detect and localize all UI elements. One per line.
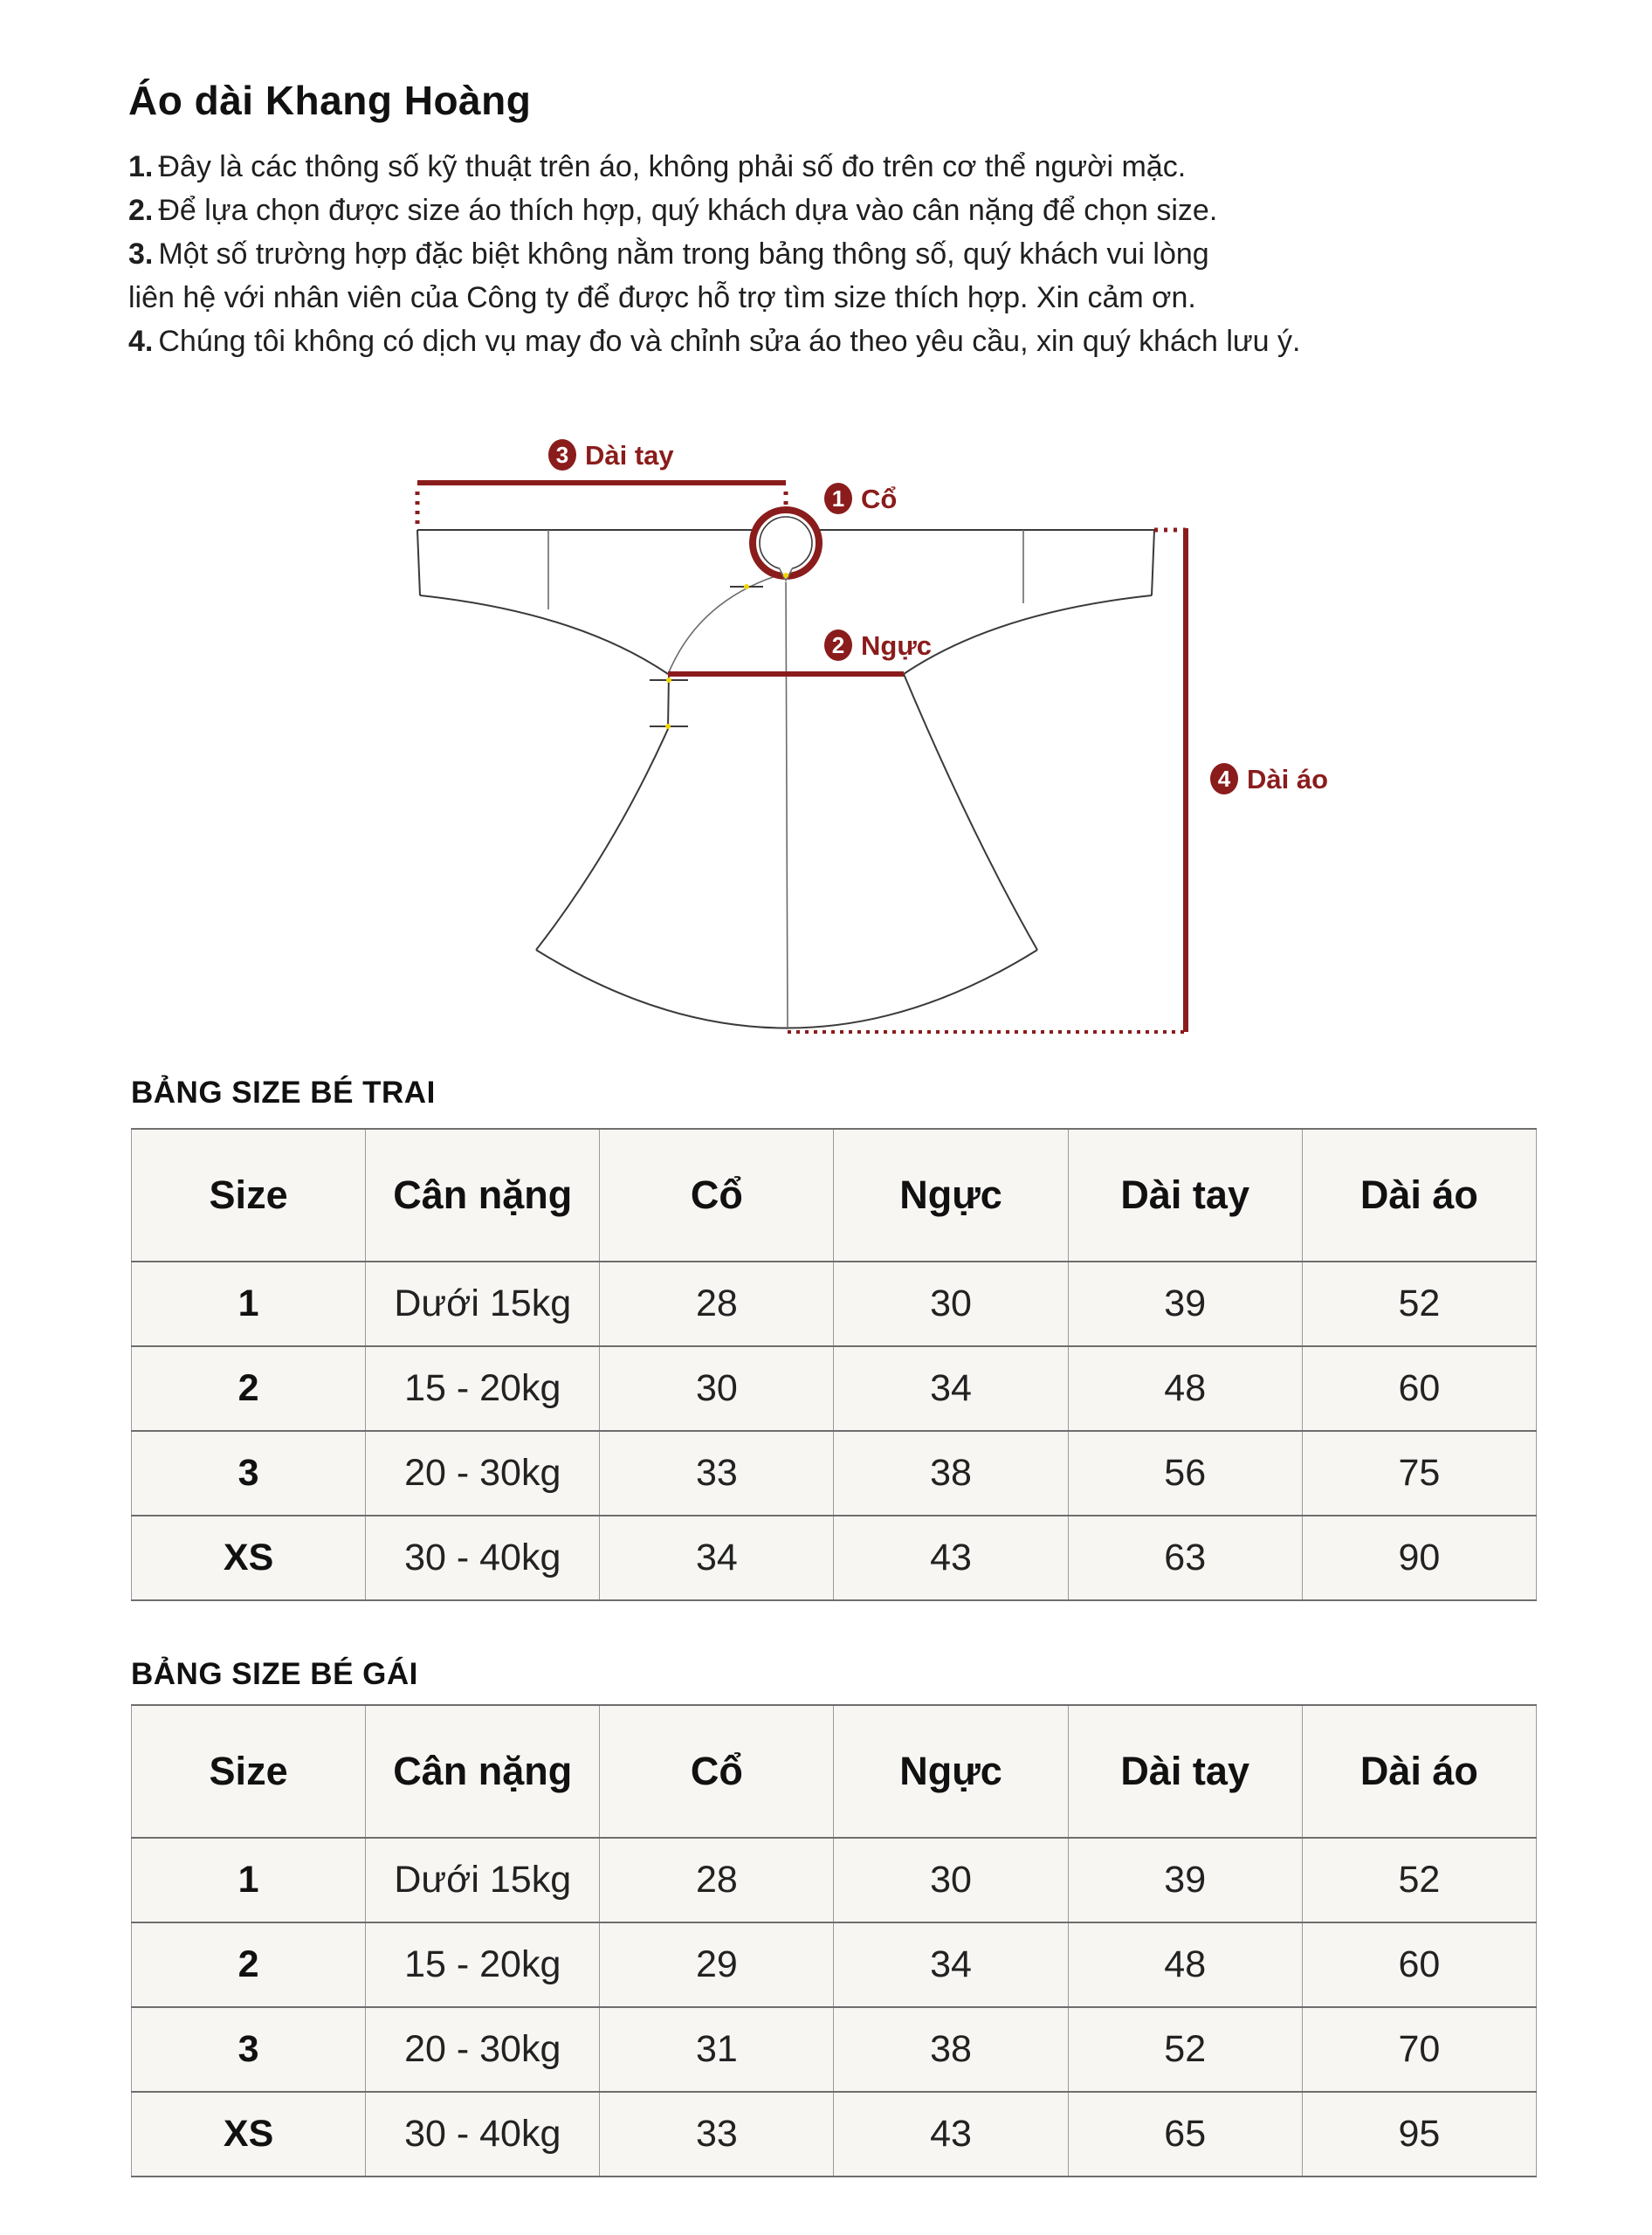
cell-chest: 38 <box>834 1431 1068 1516</box>
cell-weight: Dưới 15kg <box>366 1838 600 1922</box>
cell-chest: 30 <box>834 1262 1068 1346</box>
cell-length: 70 <box>1302 2007 1536 2092</box>
note-number: 2. <box>128 194 154 227</box>
cell-neck: 33 <box>600 1431 834 1516</box>
note-number: 4. <box>128 325 154 358</box>
cell-size: 1 <box>132 1262 366 1346</box>
cell-neck: 30 <box>600 1346 834 1431</box>
badge-number: 2 <box>831 632 845 658</box>
cell-length: 60 <box>1302 1346 1536 1431</box>
sleeve-length-measure <box>417 439 786 528</box>
cell-chest: 38 <box>834 2007 1068 2092</box>
table-row <box>132 1922 1537 2007</box>
cell-neck: 33 <box>600 2092 834 2177</box>
cell-size: 2 <box>132 1922 366 2007</box>
note-line-4 <box>128 276 1560 320</box>
cell-weight: Dưới 15kg <box>366 1262 600 1346</box>
marker-dot <box>666 677 671 683</box>
cell-weight: 15 - 20kg <box>366 1922 600 2007</box>
note-number: 1. <box>128 150 154 183</box>
cell-size: 3 <box>132 1431 366 1516</box>
chest-label: Ngực <box>861 630 933 661</box>
boys-table-title: BẢNG SIZE BÉ TRAI <box>131 1076 436 1110</box>
cell-chest: 34 <box>834 1922 1068 2007</box>
cell-chest: 34 <box>834 1346 1068 1431</box>
neck-circle <box>753 510 819 582</box>
col-header-sleeve: Dài tay <box>1068 1705 1302 1838</box>
cell-size: 3 <box>132 2007 366 2092</box>
col-header-size: Size <box>132 1705 366 1838</box>
cell-weight: 20 - 30kg <box>366 1431 600 1516</box>
col-header-size: Size <box>132 1129 366 1262</box>
table-header-row <box>132 1705 1537 1838</box>
doc-header <box>128 77 1560 363</box>
cell-chest: 43 <box>834 1516 1068 1600</box>
marker-dot <box>783 573 788 578</box>
cell-weight: 15 - 20kg <box>366 1346 600 1431</box>
neck-measure <box>824 483 897 514</box>
cell-chest: 30 <box>834 1838 1068 1922</box>
note-line-3 <box>128 232 1560 276</box>
cell-chest: 43 <box>834 2092 1068 2177</box>
col-header-length: Dài áo <box>1302 1129 1536 1262</box>
table-row <box>132 1346 1537 1431</box>
garment-outline <box>417 530 1154 1029</box>
note-number: 3. <box>128 237 154 271</box>
col-header-neck: Cổ <box>600 1705 834 1838</box>
marker-dot <box>665 724 671 729</box>
cell-size: 1 <box>132 1838 366 1922</box>
cell-neck: 28 <box>600 1838 834 1922</box>
cell-length: 90 <box>1302 1516 1536 1600</box>
girls-table-title: BẢNG SIZE BÉ GÁI <box>131 1657 418 1691</box>
col-header-sleeve: Dài tay <box>1068 1129 1302 1262</box>
table-row <box>132 1838 1537 1922</box>
badge-number: 1 <box>831 485 845 512</box>
cell-length: 52 <box>1302 1262 1536 1346</box>
cell-sleeve: 39 <box>1068 1262 1302 1346</box>
cell-size: XS <box>132 2092 366 2177</box>
cell-neck: 31 <box>600 2007 834 2092</box>
neck-label: Cổ <box>861 484 898 514</box>
cell-sleeve: 52 <box>1068 2007 1302 2092</box>
table-row <box>132 2092 1537 2177</box>
col-header-neck: Cổ <box>600 1129 834 1262</box>
note-line-2 <box>128 189 1560 232</box>
cell-size: 2 <box>132 1346 366 1431</box>
garment-length-label: Dài áo <box>1247 764 1329 794</box>
marker-dot <box>744 584 749 589</box>
page-title: Áo dài Khang Hoàng <box>128 78 532 123</box>
chest-measure <box>668 629 932 674</box>
cell-sleeve: 63 <box>1068 1516 1302 1600</box>
badge-number: 4 <box>1217 766 1231 792</box>
cell-length: 60 <box>1302 1922 1536 2007</box>
table-row <box>132 1516 1537 1600</box>
cell-sleeve: 39 <box>1068 1838 1302 1922</box>
girls-size-table <box>131 1704 1537 2177</box>
cell-size: XS <box>132 1516 366 1600</box>
cell-neck: 28 <box>600 1262 834 1346</box>
table-header-row <box>132 1129 1537 1262</box>
cell-sleeve: 65 <box>1068 2092 1302 2177</box>
cell-weight: 30 - 40kg <box>366 2092 600 2177</box>
cell-length: 75 <box>1302 1431 1536 1516</box>
col-header-length: Dài áo <box>1302 1705 1536 1838</box>
note-text: Chúng tôi không có dịch vụ may đo và chỉnh sửa áo theo yêu cầu, xin quý khách lưu ý. <box>158 325 1301 358</box>
cell-length: 52 <box>1302 1838 1536 1922</box>
note-text: Để lựa chọn được size áo thích hợp, quý khách dựa vào cân nặng để chọn size. <box>158 194 1218 227</box>
sleeve-length-label: Dài tay <box>585 440 674 471</box>
cell-sleeve: 56 <box>1068 1431 1302 1516</box>
cell-weight: 30 - 40kg <box>366 1516 600 1600</box>
note-text: Một số trường hợp đặc biệt không nằm trong bảng thông số, quý khách vui lòng <box>158 237 1209 271</box>
col-header-chest: Ngực <box>834 1129 1068 1262</box>
boys-size-table <box>131 1128 1537 1601</box>
garment-length-measure <box>788 528 1328 1032</box>
cell-sleeve: 48 <box>1068 1922 1302 2007</box>
note-text: Đây là các thông số kỹ thuật trên áo, không phải số đo trên cơ thể người mặc. <box>158 150 1187 183</box>
table-row <box>132 2007 1537 2092</box>
col-header-chest: Ngực <box>834 1705 1068 1838</box>
cell-neck: 34 <box>600 1516 834 1600</box>
cell-length: 95 <box>1302 2092 1536 2177</box>
cell-weight: 20 - 30kg <box>366 2007 600 2092</box>
note-text: liên hệ với nhân viên của Công ty để được hỗ trợ tìm size thích hợp. Xin cảm ơn. <box>128 281 1196 314</box>
table-row <box>132 1431 1537 1516</box>
table-row <box>132 1262 1537 1346</box>
note-line-5 <box>128 320 1560 363</box>
cell-neck: 29 <box>600 1922 834 2007</box>
note-line-1 <box>128 145 1560 189</box>
col-header-weight: Cân nặng <box>366 1129 600 1262</box>
ao-dai-measurement-diagram <box>236 423 1336 1048</box>
cell-sleeve: 48 <box>1068 1346 1302 1431</box>
col-header-weight: Cân nặng <box>366 1705 600 1838</box>
badge-number: 3 <box>555 442 569 468</box>
